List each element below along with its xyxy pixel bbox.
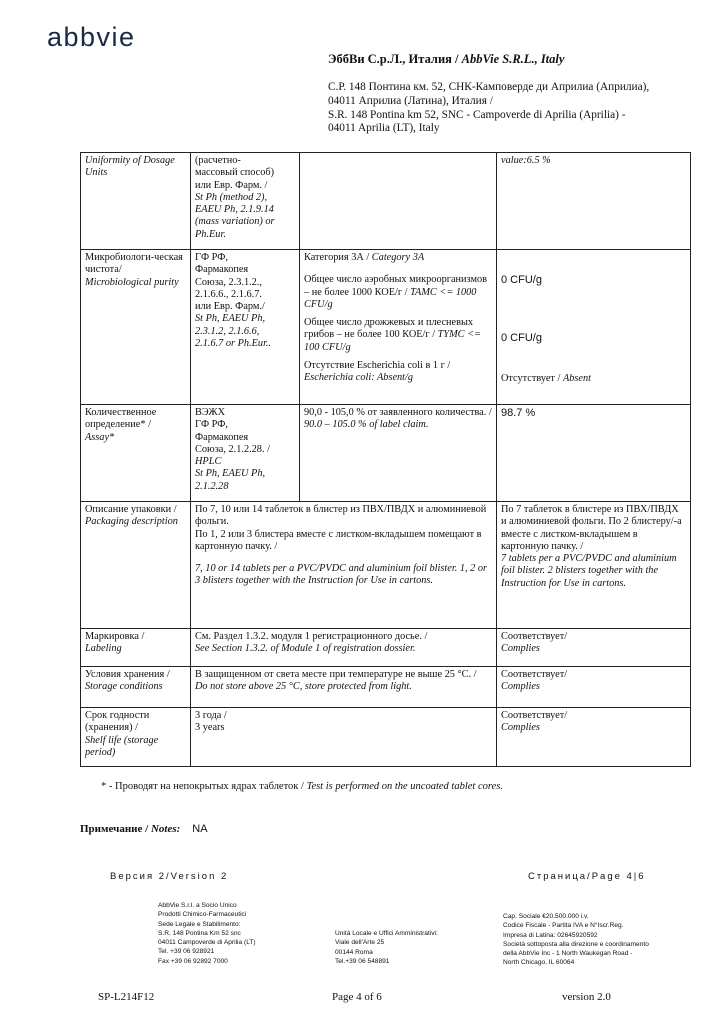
version-label: Версия 2/Version 2 (110, 871, 229, 882)
result-cell: Соответствует/ Complies (497, 629, 691, 667)
result-cell: 0 CFU/g 0 CFU/g Отсутствует / Absent (497, 250, 691, 405)
param-cell: Описание упаковки / Packaging description (81, 502, 191, 629)
document-code: SP-L214F12 (98, 991, 155, 1003)
footer-legal-info: Cap. Sociale €20.500.000 i.v. Codice Fiscale - Partita IVA e N°Iscr.Reg. Impresa di Latina: 02645920592 Società sottoposta alla direzione e coordinamento della AbbVie Inc - 1 North Waukegan Road - North Chicago, IL 60064 (503, 913, 649, 967)
company-name: ЭббВи С.р.Л., Италия / AbbVie S.R.L., Italy (328, 52, 565, 66)
param-cell: Микробиологи-ческая чистота/ Microbiological purity (81, 250, 191, 405)
result-cell: Соответствует/ Complies (497, 708, 691, 767)
method-cell: ГФ РФ, Фармакопея Союза, 2.3.1.2., 2.1.6.6., 2.1.6.7. или Евр. Фарм./ St Ph, EAEU Ph, 2.3.1.2, 2.1.6.6, 2.1.6.7 or Ph.Eur.. (191, 250, 300, 405)
spec-cell (300, 153, 497, 250)
company-address: С.Р. 148 Понтина км. 52, СНК-Кампoверде ди Априлиа (Априлиа), 04011 Априлиа (Латина), Италия / S.R. 148 Pontina km 52, SNC - Campoverde di Aprilia (Aprilia) - 04011 Aprilia (LT), Italy (328, 81, 650, 135)
spec-cell: Категория 3А / Category 3A Общее число аэробных микроорганизмов – не более 1000 КОЕ/г / TAMC <= 1000 CFU/g Общее число дрожжевых и плесневых грибов – не более 100 КОЕ/г / TYMC <= 100 CFU/g Отсутствие Escherichia coli в 1 г / Escherichia coli: Absent/g (300, 250, 497, 405)
table-row (81, 153, 691, 250)
footnote: * - Проводят на непокрытых ядрах таблеток / Test is performed on the uncoated tablet cores. (101, 781, 503, 792)
footer-company-info: AbbVie S.r.l. a Socio Unico Prodotti Chimico-Farmaceutici Sede Legale e Stabilimento: S.R. 148 Pontina Km 52 snc 04011 Campoverde di Aprilia (LT) Tel. +39 06 928921 Fax +39 06 92892 7000 (158, 902, 256, 965)
result-cell: По 7 таблеток в блистере из ПВХ/ПВДХ и алюминиевой фольги. По 2 блистеру/-а вместе с листком-вкладышем в картонную пачку. / 7 tablets per a PVC/PVDC and aluminium foil blister. 2 blisters together with the Instruction for Use in cartons. (497, 502, 691, 629)
result-cell: value:6.5 % (497, 153, 691, 250)
table-row (81, 708, 691, 767)
spec-cell: В защищенном от света месте при температуре не выше 25 °С. / Do not store above 25 °C, store protected from light. (191, 667, 497, 708)
table-row (81, 502, 691, 629)
document-version: version 2.0 (562, 991, 611, 1003)
method-cell: ВЭЖХ ГФ РФ, Фармакопея Союза, 2.1.2.28. / HPLC St Ph, EAEU Ph, 2.1.2.28 (191, 405, 300, 502)
param-cell: Маркировка / Labeling (81, 629, 191, 667)
footer-office-info: Unità Locale e Uffici Amministrativi: Viale dell'Arte 25 00144 Roma Tel.+39 06 548891 (335, 930, 438, 965)
method-cell: (расчетно- массовый способ) или Евр. Фарм. / St Ph (method 2), EAEU Ph, 2.1.9.14 (mass variation) or Ph.Eur. (191, 153, 300, 250)
page-number: Page 4 of 6 (332, 991, 382, 1003)
param-cell: Условия хранения / Storage conditions (81, 667, 191, 708)
result-cell: 98.7 % (497, 405, 691, 502)
spec-cell: По 7, 10 или 14 таблеток в блистер из ПВХ/ПВДХ и алюминиевой фольги. По 1, 2 или 3 блистера вместе с листком-вкладышем помещают в картонную пачку. / 7, 10 or 14 tablets per a PVC/PVDC and aluminium foil blister. 1, 2 or 3 blisters together with the Instruction for Use in cartons. (191, 502, 497, 629)
abbvie-logo: abbvie (47, 22, 136, 52)
param-cell: Срок годности (хранения) / Shelf life (storage period) (81, 708, 191, 767)
result-cell: Соответствует/ Complies (497, 667, 691, 708)
table-row (81, 629, 691, 667)
table-row (81, 405, 691, 502)
table-row (81, 250, 691, 405)
param-cell: Количественное определение* / Assay* (81, 405, 191, 502)
table-row (81, 667, 691, 708)
spec-cell: 3 года / 3 years (191, 708, 497, 767)
param-cell: Uniformity of Dosage Units (81, 153, 191, 250)
notes: Примечание / Notes: NA (80, 823, 208, 835)
spec-cell: См. Раздел 1.3.2. модуля 1 регистрационного досье. / See Section 1.3.2. of Module 1 of registration dossier. (191, 629, 497, 667)
spec-cell: 90,0 - 105,0 % от заявленного количества. / 90.0 – 105.0 % of label claim. (300, 405, 497, 502)
specification-table (80, 152, 691, 767)
page-label: Страница/Page 4|6 (528, 871, 646, 882)
